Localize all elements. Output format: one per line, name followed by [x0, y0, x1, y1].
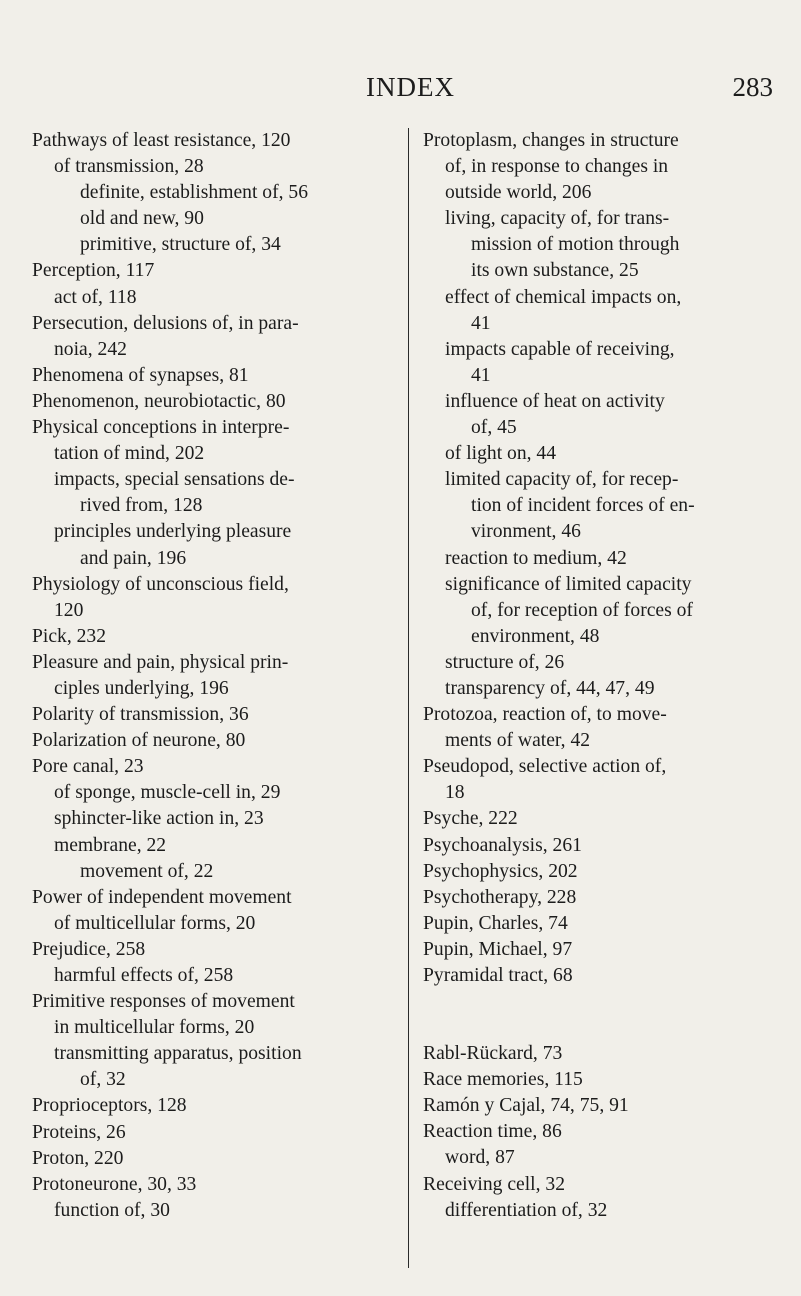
page-number: 283 [732, 72, 773, 102]
index-subentry: reaction to medium, 42 [445, 547, 627, 569]
page-header [0, 72, 801, 112]
index-subentry: movement of, 22 [80, 860, 214, 882]
index-subentry: 41 [471, 312, 491, 334]
index-entry: Pseudopod, selective action of, [423, 756, 667, 778]
index-subentry: structure of, 26 [445, 651, 565, 673]
index-entry: Perception, 117 [32, 260, 155, 282]
index-subentry: rived from, 128 [80, 495, 203, 517]
section-gap [423, 989, 795, 1041]
index-subentry: effect of chemical impacts on, [445, 286, 682, 308]
index-entry: Psychoanalysis, 261 [423, 834, 582, 856]
index-entry: Protozoa, reaction of, to move- [423, 704, 667, 726]
index-subentry: and pain, 196 [80, 547, 187, 569]
index-subentry: environment, 48 [471, 625, 600, 647]
index-entry: Race memories, 115 [423, 1069, 583, 1091]
index-entry: Protoplasm, changes in structure [423, 130, 679, 151]
index-subentry: noia, 242 [54, 338, 127, 360]
index-entry: Psychophysics, 202 [423, 860, 578, 882]
index-subentry: of transmission, 28 [54, 156, 204, 178]
index-subentry: influence of heat on activity [445, 390, 665, 412]
index-entry: Pyramidal tract, 68 [423, 965, 573, 986]
index-entry: Persecution, delusions of, in para- [32, 312, 299, 334]
index-entry: Reaction time, 86 [423, 1121, 562, 1143]
index-subentry: ments of water, 42 [445, 730, 591, 752]
index-entry: Phenomena of synapses, 81 [32, 364, 249, 386]
index-entry: Pleasure and pain, physical prin- [32, 651, 289, 673]
index-subentry: transmitting apparatus, position [54, 1043, 302, 1065]
index-entry: Pathways of least resistance, 120 [32, 130, 291, 151]
index-entry: Rabl-Rückard, 73 [423, 1043, 563, 1065]
index-subentry: living, capacity of, for trans- [445, 208, 670, 230]
index-entry: Ramón y Cajal, 74, 75, 91 [423, 1095, 629, 1117]
index-entry: Pick, 232 [32, 625, 107, 647]
index-entry: Pupin, Michael, 97 [423, 938, 573, 960]
index-subentry: of multicellular forms, 20 [54, 912, 256, 934]
index-subentry: limited capacity of, for recep- [445, 469, 679, 491]
index-subentry: of, 32 [80, 1069, 126, 1091]
index-subentry: vironment, 46 [471, 521, 581, 543]
index-entry: Proprioceptors, 128 [32, 1095, 187, 1117]
index-subentry: impacts capable of receiving, [445, 338, 675, 360]
index-subentry: in multicellular forms, 20 [54, 1017, 255, 1039]
index-subentry: 18 [445, 782, 465, 804]
index-entry: Proteins, 26 [32, 1121, 126, 1143]
index-entry: Power of independent movement [32, 886, 292, 908]
index-subentry: of light on, 44 [445, 443, 557, 465]
index-subentry: ciples underlying, 196 [54, 677, 229, 699]
index-subentry: act of, 118 [54, 286, 137, 308]
index-subentry: principles underlying pleasure [54, 521, 292, 543]
index-subentry: membrane, 22 [54, 834, 167, 856]
index-subentry: mission of motion through [471, 234, 680, 256]
index-subentry: significance of limited capacity [445, 573, 692, 595]
index-subentry: primitive, structure of, 34 [80, 234, 281, 256]
index-subentry: word, 87 [445, 1147, 515, 1169]
index-subentry: outside world, 206 [445, 182, 592, 204]
index-entry: Protoneurone, 30, 33 [32, 1173, 197, 1195]
index-subentry: transparency of, 44, 47, 49 [445, 677, 655, 699]
index-subentry: of, in response to changes in [445, 156, 669, 178]
index-subentry: function of, 30 [54, 1199, 170, 1221]
index-subentry: of, for reception of forces of [471, 599, 693, 621]
index-subentry: of sponge, muscle-cell in, 29 [54, 782, 281, 804]
index-entry: Receiving cell, 32 [423, 1173, 566, 1195]
index-entry: Prejudice, 258 [32, 938, 146, 960]
index-entry: Psychotherapy, 228 [423, 886, 577, 908]
index-subentry: 120 [54, 599, 84, 621]
index-subentry: impacts, special sensations de- [54, 469, 295, 491]
index-subentry: 41 [471, 364, 491, 386]
index-entry: Polarization of neurone, 80 [32, 730, 246, 752]
index-entry: Pupin, Charles, 74 [423, 912, 568, 934]
index-subentry: tation of mind, 202 [54, 443, 205, 465]
index-entry: Physical conceptions in interpre- [32, 417, 290, 439]
index-column-left [32, 128, 397, 1224]
index-entry: Proton, 220 [32, 1147, 124, 1169]
index-subentry: its own substance, 25 [471, 260, 639, 282]
index-subentry: differentiation of, 32 [445, 1199, 608, 1221]
index-entry: Psyche, 222 [423, 808, 518, 830]
index-subentry: of, 45 [471, 417, 517, 439]
index-column-right [408, 128, 795, 1268]
index-subentry: sphincter-like action in, 23 [54, 808, 264, 830]
index-subentry: tion of incident forces of en- [471, 495, 695, 517]
index-subentry: old and new, 90 [80, 208, 204, 230]
index-entry: Pore canal, 23 [32, 756, 144, 778]
index-entry: Physiology of unconscious field, [32, 573, 289, 595]
index-subentry: harmful effects of, 258 [54, 965, 234, 986]
index-entry: Primitive responses of movement [32, 991, 295, 1013]
index-subentry: definite, establishment of, 56 [80, 182, 308, 204]
running-title: INDEX [366, 72, 455, 102]
index-entry: Phenomenon, neurobiotactic, 80 [32, 390, 286, 412]
index-entry: Polarity of transmission, 36 [32, 704, 249, 726]
